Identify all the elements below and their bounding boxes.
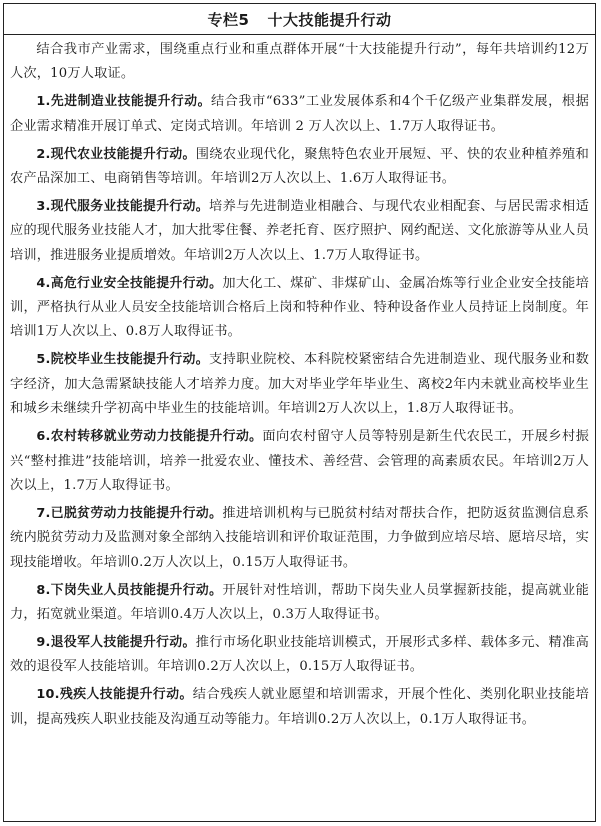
item-paragraph: [10, 195, 589, 268]
item-paragraph: [10, 683, 589, 732]
item-heading: 2.现代农业技能提升行动。: [36, 146, 196, 162]
item-heading: 9.退役军人技能提升行动。: [36, 634, 196, 650]
item-heading: 8.下岗失业人员技能提升行动。: [36, 582, 223, 598]
item-body: 结合我市“633”工业发展体系和4个千亿级产业集群发展，根据企业需求精准开展订单式、定岗式培训。年培训 2 万人次以上、1.7万人取得证书。: [10, 94, 589, 134]
item-heading: 3.现代服务业技能提升行动。: [36, 198, 209, 214]
item-heading: 5.院校毕业生技能提升行动。: [36, 352, 209, 368]
box-title: 十大技能提升行动: [267, 10, 392, 29]
special-column-box: [3, 3, 596, 822]
item-heading: 4.高危行业安全技能提升行动。: [36, 275, 223, 291]
item-paragraph: [10, 90, 589, 139]
item-body: 支持职业院校、本科院校紧密结合先进制造业、现代服务业和数字经济，加大急需紧缺技能人才培养力度。加大对毕业学年毕业生、离校2年内未就业高校毕业生和城乡未继续升学初高中毕业生的技能培训。年培训2万人次以上，1.8万人取得证书。: [10, 352, 589, 417]
item-body: 推行市场化职业技能培训模式，开展形式多样、载体多元、精准高效的退役军人技能培训。年培训0.2万人次以上，0.15万人取得证书。: [10, 634, 589, 675]
box-title-row: [4, 4, 595, 35]
item-paragraph: [10, 272, 589, 345]
item-paragraph: [10, 425, 589, 498]
item-body: 结合残疾人就业愿望和培训需求，开展个性化、类别化职业技能培训，提高残疾人职业技能及沟通互动等能力。年培训0.2万人次以上，0.1万人取得证书。: [10, 687, 589, 727]
item-body: 面向农村留守人员等特别是新生代农民工，开展乡村振兴“整村推进”技能培训，培养一批爱农业、懂技术、善经营、会管理的高素质农民。年培训2万人次以上，1.7万人取得证书。: [10, 429, 589, 493]
item-paragraph: [10, 143, 589, 192]
item-paragraph: [10, 579, 589, 628]
item-heading: 1.先进制造业技能提升行动。: [36, 94, 211, 110]
item-body: 围绕农业现代化，聚焦特色农业开展短、平、快的农业种植养殖和农产品深加工、电商销售等培训。年培训2万人次以上、1.6万人取得证书。: [10, 146, 589, 187]
item-body: 推进培训机构与已脱贫村结对帮扶合作，把防返贫监测信息系统内脱贫劳动力及监测对象全部纳入技能培训和评价取证范围，力争做到应培尽培、愿培尽培，实现技能增收。年培训0.2万人次以上，0.15万人取得证书。: [10, 505, 589, 570]
box-number: 专栏5: [207, 10, 250, 29]
item-body: 培养与先进制造业相融合、与现代农业相配套、与居民需求相适应的现代服务业技能人才，加大批零住餐、养老托育、医疗照护、网约配送、文化旅游等从业人员培训，推进服务业提质增效。年培训2万人次以上、1.7万人取得证书。: [10, 198, 589, 263]
item-body: 加大化工、煤矿、非煤矿山、金属冶炼等行业企业安全技能培训，严格执行从业人员安全技能培训合格后上岗和特种作业、特种设备作业人员持证上岗制度。年培训1万人次以上、0.8万人取得证书。: [10, 275, 589, 340]
item-paragraph: [10, 348, 589, 421]
item-body: 开展针对性培训，帮助下岗失业人员掌握新技能，提高就业能力，拓宽就业渠道。年培训0.4万人次以上，0.3万人取得证书。: [10, 582, 589, 622]
item-heading: 6.农村转移就业劳动力技能提升行动。: [36, 429, 263, 445]
item-paragraph: [10, 631, 589, 680]
item-paragraph: [10, 502, 589, 575]
item-heading: 10.残疾人技能提升行动。: [36, 687, 193, 703]
intro-paragraph: 结合我市产业需求，围绕重点行业和重点群体开展“十大技能提升行动”，每年共培训约12万人次，10万人取证。: [10, 42, 589, 82]
box-content: [4, 35, 595, 732]
item-heading: 7.已脱贫劳动力技能提升行动。: [36, 505, 223, 521]
